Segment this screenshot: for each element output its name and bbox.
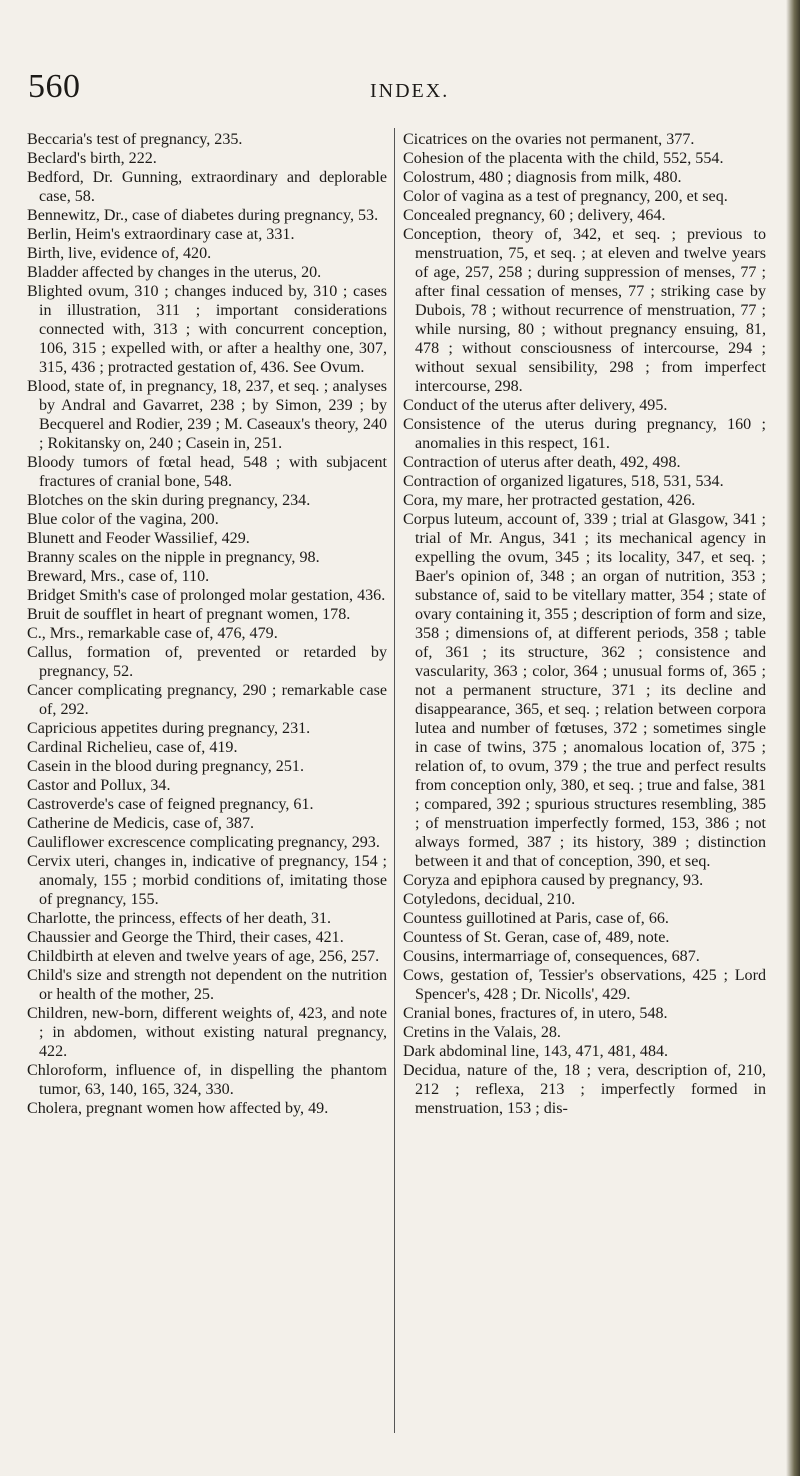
index-entry: Colostrum, 480 ; diagnosis from milk, 480. <box>403 169 682 186</box>
index-entry: Cervix uteri, changes in, indicative of pregnancy, 154 ; anomaly, 155 ; morbid conditions of, imitating those of pregnancy, 155. <box>27 853 387 908</box>
index-entry: Coryza and epiphora caused by pregnancy, 93. <box>403 872 704 889</box>
page-edge-shadow <box>786 0 800 1476</box>
index-entry: Birth, live, evidence of, 420. <box>27 245 212 262</box>
index-entry: Capricious appetites during pregnancy, 231. <box>27 720 311 737</box>
index-entry: Cretins in the Valais, 28. <box>403 1024 561 1041</box>
index-entry: Cicatrices on the ovaries not permanent, 377. <box>403 131 695 148</box>
index-entry: Cotyledons, decidual, 210. <box>403 891 576 908</box>
index-entry: Castroverde's case of feigned pregnancy, 61. <box>27 796 314 813</box>
index-entry: Branny scales on the nipple in pregnancy, 98. <box>27 549 320 566</box>
index-entry: Berlin, Heim's extraordinary case at, 331. <box>27 226 295 243</box>
index-entry: Cancer complicating pregnancy, 290 ; remarkable case of, 292. <box>27 682 387 718</box>
index-entry: Bedford, Dr. Gunning, extraordinary and deplorable case, 58. <box>27 169 387 205</box>
index-entry: Contraction of organized ligatures, 518, 531, 534. <box>403 473 724 490</box>
index-entry: Cows, gestation of, Tessier's observations, 425 ; Lord Spencer's, 428 ; Dr. Nicolls', 429. <box>403 967 766 1003</box>
column-divider <box>394 128 395 1433</box>
index-entry: Concealed pregnancy, 60 ; delivery, 464. <box>403 207 666 224</box>
index-entry: Children, new-born, different weights of, 423, and note ; in abdomen, without existing natural pregnancy, 422. <box>27 1005 387 1060</box>
index-entry: Cardinal Richelieu, case of, 419. <box>27 739 238 756</box>
running-head: INDEX. <box>370 80 450 102</box>
index-entry: Corpus luteum, account of, 339 ; trial at Glasgow, 341 ; trial of Mr. Angus, 341 ; its mechanical agency in expelling the ovum, 345 ; its locality, 347, et seq. ; Baer's opinion of, 348 ; an organ of nutrition, 353 ; substance of, said to be vitellary matter, 354 ; state of ovary containing it, 355 ; description of form and size, 358 ; dimensions of, at different periods, 358 ; table of, 361 ; its structure, 362 ; consistence and vascularity, 363 ; color, 364 ; unusual forms of, 365 ; not a permanent structure, 371 ; its decline and disappearance, 365, et seq. ; relation between corpora lutea and number of fœtuses, 372 ; sometimes single in case of twins, 375 ; anomalous location of, 375 ; relation of, to ovum, 379 ; the true and perfect results from conception only, 380, et seq. ; true and false, 381 ; compared, 392 ; spurious structures resembling, 385 ; of menstruation imperfectly formed, 153, 386 ; not always formed, 387 ; its history, 389 ; distinction between it and that of conception, 390, et seq. <box>403 511 766 870</box>
index-entry: Blunett and Feoder Wassilief, 429. <box>27 530 250 547</box>
index-entry: Catherine de Medicis, case of, 387. <box>27 815 255 832</box>
index-entry: Casein in the blood during pregnancy, 251. <box>27 758 304 775</box>
index-entry: Child's size and strength not dependent on the nutrition or health of the mother, 25. <box>27 967 387 1003</box>
index-entry: Conception, theory of, 342, et seq. ; previous to menstruation, 75, et seq. ; at eleven and twelve years of age, 257, 258 ; during suppression of menses, 77 ; after final cessation of menses, 77 ; striking case by Dubois, 78 ; without recurrence of menstruation, 77 ; while nursing, 80 ; without pregnancy ensuing, 81, 478 ; without consciousness of intercourse, 294 ; without sexual sensibility, 298 ; from imperfect intercourse, 298. <box>403 226 766 395</box>
index-entry: Bennewitz, Dr., case of diabetes during pregnancy, 53. <box>27 207 379 224</box>
index-entry: Beccaria's test of pregnancy, 235. <box>27 131 243 148</box>
index-entry: Blood, state of, in pregnancy, 18, 237, et seq. ; analyses by Andral and Gavarret, 238 ; by Simon, 239 ; by Becquerel and Rodier, 239 ; M. Caseaux's theory, 240 ; Rokitansky on, 240 ; Casein in, 251. <box>27 378 387 452</box>
index-entry: Bloody tumors of fœtal head, 548 ; with subjacent fractures of cranial bone, 548. <box>27 454 387 490</box>
index-entry: Beclard's birth, 222. <box>27 150 157 167</box>
index-entry: Blue color of the vagina, 200. <box>27 511 219 528</box>
index-entry: Callus, formation of, prevented or retarded by pregnancy, 52. <box>27 644 387 680</box>
index-entry: Cranial bones, fractures of, in utero, 548. <box>403 1005 668 1022</box>
index-entry: Cohesion of the placenta with the child, 552, 554. <box>403 150 724 167</box>
index-entry: Conduct of the uterus after delivery, 495. <box>403 397 668 414</box>
index-entry: Childbirth at eleven and twelve years of age, 256, 257. <box>27 948 380 965</box>
index-entry: Blotches on the skin during pregnancy, 234. <box>27 492 311 509</box>
index-column-right <box>403 130 766 1118</box>
index-entry: Breward, Mrs., case of, 110. <box>27 568 210 585</box>
index-entry: Charlotte, the princess, effects of her death, 31. <box>27 910 332 927</box>
index-entry: Contraction of uterus after death, 492, 498. <box>403 454 681 471</box>
index-entry: Cora, my mare, her protracted gestation, 426. <box>403 492 696 509</box>
index-entry: Cauliflower excrescence complicating pregnancy, 293. <box>27 834 380 851</box>
index-entry: Bladder affected by changes in the uterus, 20. <box>27 264 322 281</box>
index-entry: Chaussier and George the Third, their cases, 421. <box>27 929 344 946</box>
index-entry: Cholera, pregnant women how affected by, 49. <box>27 1100 329 1117</box>
index-column-left <box>27 130 387 1118</box>
page-number: 560 <box>28 68 81 105</box>
index-entry: C., Mrs., remarkable case of, 476, 479. <box>27 625 278 642</box>
index-entry: Consistence of the uterus during pregnancy, 160 ; anomalies in this respect, 161. <box>403 416 766 452</box>
index-entry: Decidua, nature of the, 18 ; vera, description of, 210, 212 ; reflexa, 213 ; imperfectly formed in menstruation, 153 ; dis- <box>403 1062 766 1117</box>
index-entry: Countess guillotined at Paris, case of, 66. <box>403 910 669 927</box>
index-entry: Bruit de soufflet in heart of pregnant women, 178. <box>27 606 351 623</box>
index-entry: Castor and Pollux, 34. <box>27 777 171 794</box>
index-entry: Cousins, intermarriage of, consequences, 687. <box>403 948 700 965</box>
index-entry: Dark abdominal line, 143, 471, 481, 484. <box>403 1043 669 1060</box>
index-entry: Color of vagina as a test of pregnancy, 200, et seq. <box>403 188 728 205</box>
index-entry: Countess of St. Geran, case of, 489, note. <box>403 929 670 946</box>
index-entry: Blighted ovum, 310 ; changes induced by, 310 ; cases in illustration, 311 ; important considerations connected with, 313 ; with concurrent conception, 106, 315 ; expelled with, or after a healthy one, 307, 315, 436 ; protracted gestation of, 436. See Ovum. <box>27 283 387 376</box>
index-entry: Chloroform, influence of, in dispelling the phantom tumor, 63, 140, 165, 324, 330. <box>27 1062 387 1098</box>
index-entry: Bridget Smith's case of prolonged molar gestation, 436. <box>27 587 386 604</box>
